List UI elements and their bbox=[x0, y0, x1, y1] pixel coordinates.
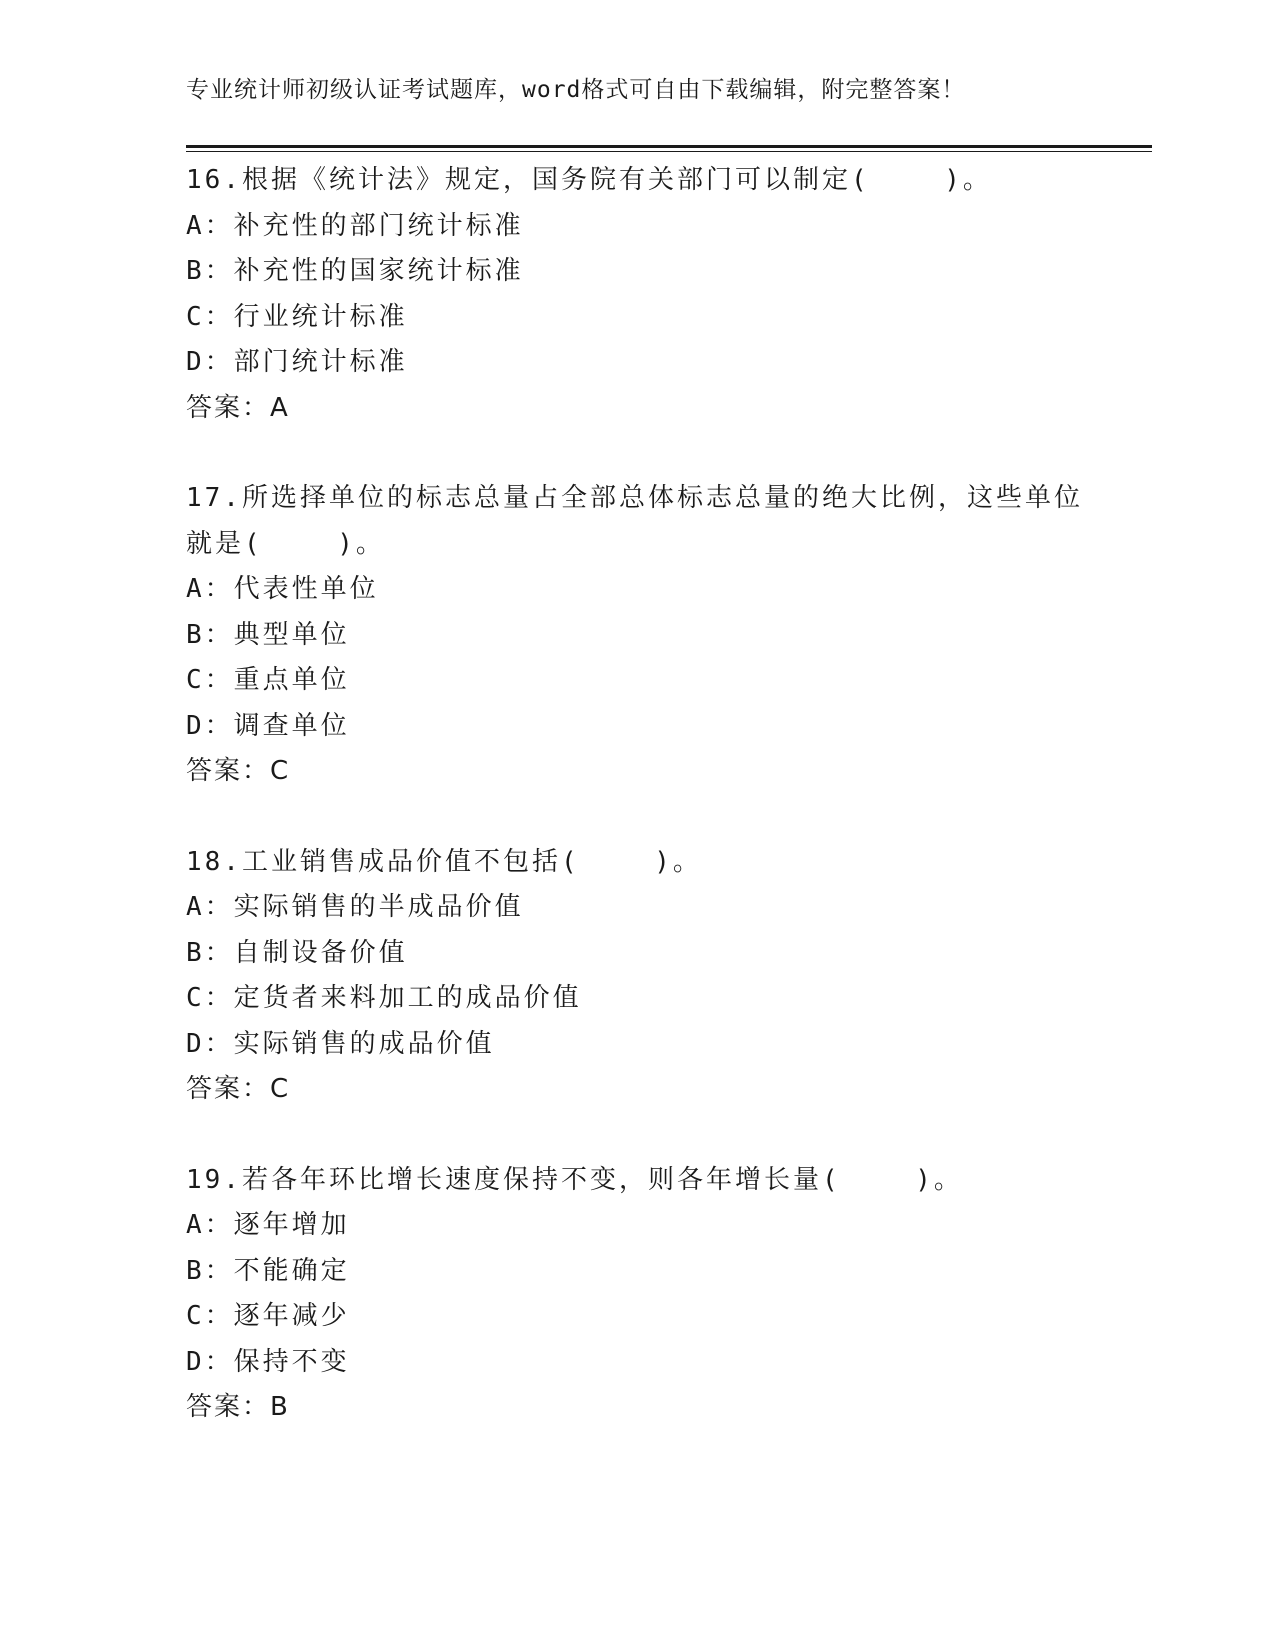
option-b: B：典型单位 bbox=[186, 619, 350, 650]
header-rule-thick bbox=[186, 145, 1152, 148]
option-c: C：逐年减少 bbox=[186, 1301, 350, 1331]
option-d: D：实际销售的成品价值 bbox=[186, 1028, 495, 1059]
option-c: C：行业统计标准 bbox=[186, 301, 408, 332]
page-header: 专业统计师初级认证考试题库，word格式可自由下载编辑，附完整答案！ bbox=[186, 77, 966, 103]
option-d: D：部门统计标准 bbox=[186, 347, 408, 377]
option-d: D：保持不变 bbox=[186, 1346, 350, 1377]
answer-label: 答案：A bbox=[186, 392, 290, 423]
question-16 bbox=[186, 158, 1086, 431]
question-18 bbox=[186, 840, 1086, 1113]
option-d: D：调查单位 bbox=[186, 710, 350, 741]
answer-label: 答案：C bbox=[186, 1074, 291, 1104]
question-stem: 18.工业销售成品价值不包括( )。 bbox=[186, 846, 702, 877]
option-c: C：重点单位 bbox=[186, 665, 350, 695]
option-b: B：不能确定 bbox=[186, 1255, 350, 1286]
question-stem: 17.所选择单位的标志总量占全部总体标志总量的绝大比例，这些单位就是( )。 bbox=[186, 483, 1083, 559]
question-17 bbox=[186, 476, 1086, 795]
option-a: A：补充性的部门统计标准 bbox=[186, 210, 524, 241]
option-a: A：逐年增加 bbox=[186, 1210, 350, 1240]
answer-label: 答案：C bbox=[186, 756, 291, 786]
header-rule-thin bbox=[186, 151, 1152, 152]
question-stem: 16.根据《统计法》规定，国务院有关部门可以制定( )。 bbox=[186, 165, 992, 195]
option-b: B：自制设备价值 bbox=[186, 937, 408, 968]
question-19 bbox=[186, 1158, 1086, 1431]
question-stem: 19.若各年环比增长速度保持不变，则各年增长量( )。 bbox=[186, 1164, 963, 1195]
answer-label: 答案：B bbox=[186, 1392, 290, 1422]
question-list bbox=[186, 158, 1086, 1431]
option-a: A：实际销售的半成品价值 bbox=[186, 892, 524, 922]
option-a: A：代表性单位 bbox=[186, 574, 379, 604]
option-c: C：定货者来料加工的成品价值 bbox=[186, 983, 582, 1013]
option-b: B：补充性的国家统计标准 bbox=[186, 256, 524, 286]
